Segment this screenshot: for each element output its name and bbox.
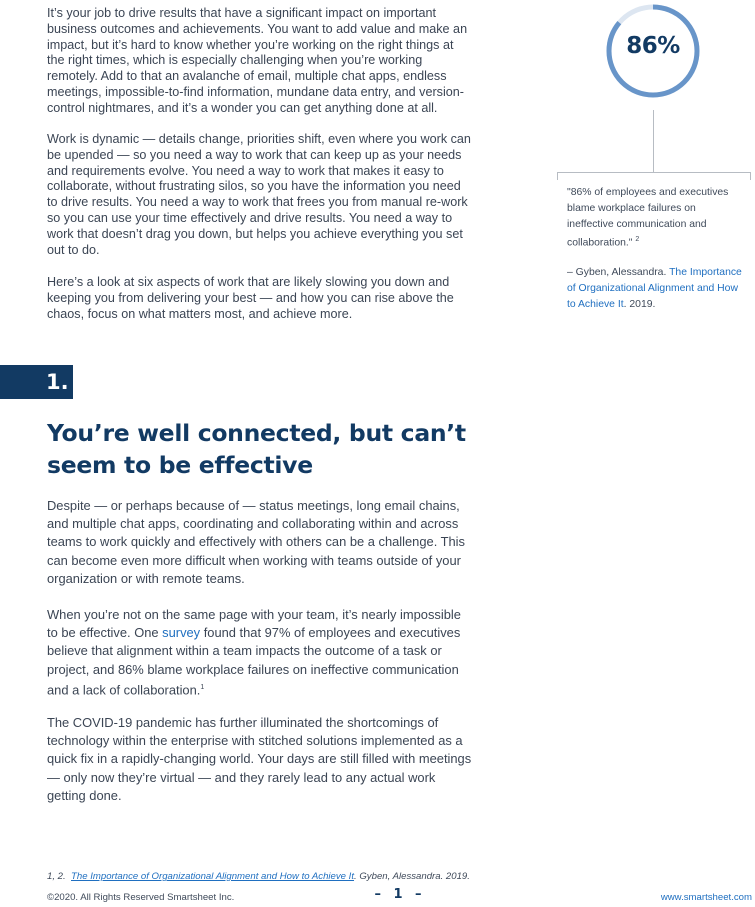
body-paragraph-2-end: found that 97% of employees and executives believe that alignment within a team impacts the outcome of a task or project, and 86% blame workplace failures on ineffective communication and a lack of collaboration. <box>47 625 461 698</box>
intro-paragraph-2: Work is dynamic — details change, priorities shift, even where you work can be upended — so you need a way to work that can keep up as your needs and requirements evolve. You need a way to work that makes it easy to collaborate, without frustrating silos, so you have the information you need to drive results. You need a way to work that frees you from manual re-work so you can use your time effectively and drive results. You need a way to work that doesn’t drag you down, but helps you achieve everything you set out to do. <box>47 132 471 257</box>
sidebar-quote <box>567 185 745 252</box>
citation-link[interactable]: The Importance of Organizational Alignment and How to Achieve It <box>567 267 742 310</box>
website-link[interactable]: www.smartsheet.com <box>660 892 752 903</box>
connector-bracket <box>557 172 751 173</box>
connector-line <box>653 110 654 172</box>
footnote-suffix: . Gyben, Alessandra. 2019. <box>354 871 470 882</box>
stat-label: 86% <box>626 33 680 59</box>
intro-paragraph-1: It’s your job to drive results that have a significant impact on important business outcomes and achievements. You want to add value and make an impact, but it’s hard to know whether you’re working on the right things at the right times, which is especially challenging when you’re working remotely. Add to that an avalanche of email, multiple chat apps, endless meetings, impossible-to-find information, mundane data entry, and version-control nightmares, and it’s a wonder you can get anything done at all. <box>47 6 468 115</box>
copyright: ©2020. All Rights Reserved Smartsheet Inc. <box>47 892 235 903</box>
section-heading: You’re well connected, but can’t seem to be effective <box>47 419 466 479</box>
footnote-link[interactable]: The Importance of Organizational Alignment and How to Achieve It <box>71 871 355 882</box>
sidebar-quote-text: "86% of employees and executives blame workplace failures on ineffective communication and collaboration." <box>567 187 729 249</box>
body-footnote-ref: 1 <box>200 683 205 691</box>
sidebar-citation <box>567 265 745 312</box>
connector-bracket-right <box>750 172 751 180</box>
intro-paragraph-3: Here’s a look at six aspects of work that are likely slowing you down and keeping you from delivering your best — and how you can rise above the chaos, focus on what matters most, and achieve more. <box>47 275 454 321</box>
body-paragraph-2-start: When you’re not on the same page with your team, it’s nearly impossible to be effective. One <box>47 607 461 641</box>
section-number: 1. <box>46 370 69 394</box>
citation-author: – Gyben, Alessandra. <box>567 267 667 278</box>
connector-bracket-left <box>557 172 558 180</box>
citation-year: . 2019. <box>623 298 656 310</box>
sidebar-quote-ref: 2 <box>635 236 640 244</box>
page-number: – 1 – <box>374 887 426 902</box>
stat-ring <box>605 3 701 99</box>
survey-link[interactable]: survey <box>162 625 201 641</box>
body-paragraph-2 <box>47 606 472 699</box>
section-number-box <box>0 365 73 399</box>
body-paragraph-3: The COVID-19 pandemic has further illuminated the shortcomings of technology within the enterprise with stitched solutions implemented as a quick fix in a rapidly-changing world. Your days are still filled with meetings — only now they’re virtual — and they rarely lead to any actual work getting done. <box>47 715 472 803</box>
footnote-refs: 1, 2. <box>47 871 66 882</box>
body-paragraph-1: Despite — or perhaps because of — status meetings, long email chains, and multiple chat apps, coordinating and collaborating within and across teams to work quickly and effectively with others can be a challenge. This can become even more difficult when working with teams outside of your organization or with remote teams. <box>47 498 465 586</box>
footnote <box>47 871 470 882</box>
